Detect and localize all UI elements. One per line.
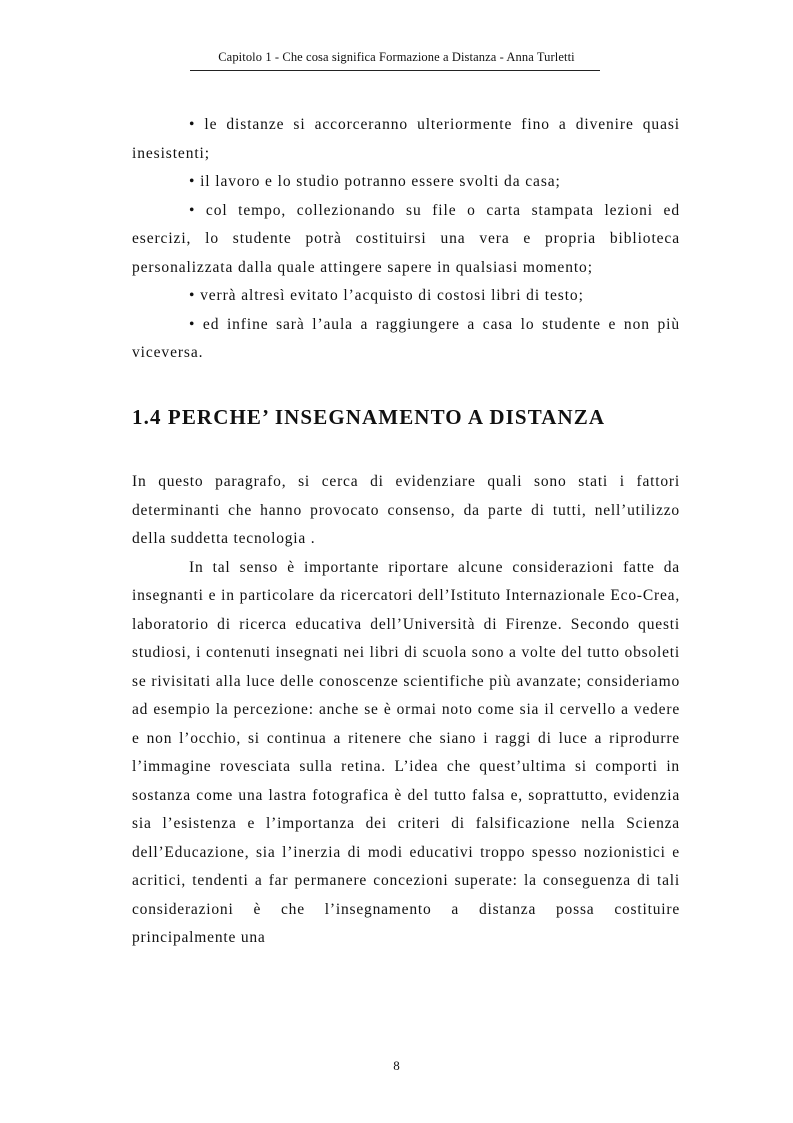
section-body bbox=[132, 468, 680, 953]
page-number: 8 bbox=[393, 1058, 400, 1073]
bullet-item: • verrà altresì evitato l’acquisto di costosi libri di testo; bbox=[189, 287, 584, 304]
bullet-item: • col tempo, collezionando su file o carta stampata lezioni ed esercizi, lo studente potrà costituirsi una vera e propria biblioteca personalizzata dalla quale attingere sapere in qualsiasi momento; bbox=[132, 201, 680, 276]
paragraph: In questo paragrafo, si cerca di evidenziare quali sono stati i fattori determinanti che hanno provocato consenso, da parte di tutti, nell’utilizzo della suddetta tecnologia . bbox=[132, 473, 680, 547]
header-rule bbox=[190, 70, 600, 71]
paragraph: In tal senso è importante riportare alcune considerazioni fatte da insegnanti e in particolare da ricercatori dell’Istituto Internazionale Eco-Crea, laboratorio di ricerca educativa dell’Università di Firenze. Secondo questi studiosi, i contenuti insegnati nei libri di scuola sono a volte del tutto obsoleti se rivisitati alla luce delle conoscenze scientifiche più avanzate; consideriamo ad esempio la percezione: anche se è ormai noto come sia il cervello a vedere e non l’occhio, si continua a ritenere che siano i raggi di luce a riprodurre l’immagine rovesciata sulla retina. L’idea che quest’ultima si comporti in sostanza come una lastra fotografica è del tutto falsa e, soprattutto, evidenzia sia l’esistenza e l’importanza dei criteri di falsificazione nella Scienza dell’Educazione, sia l’inerzia di modi educativi troppo spesso nozionistici e acritici, tendenti a far permanere concezioni superate: la conseguenza di tali considerazioni è che l’insegnamento a distanza possa costituire principalmente una bbox=[132, 558, 680, 946]
running-header: Capitolo 1 - Che cosa significa Formazione a Distanza - Anna Turletti bbox=[218, 50, 575, 64]
bullet-item: • il lavoro e lo studio potranno essere svolti da casa; bbox=[189, 173, 561, 190]
bullet-item: • le distanze si accorceranno ulteriormente fino a divenire quasi inesistenti; bbox=[132, 116, 680, 162]
section-heading: 1.4 PERCHE’ INSEGNAMENTO A DISTANZA bbox=[132, 405, 606, 429]
bullet-list bbox=[132, 111, 680, 368]
bullet-item: • ed infine sarà l’aula a raggiungere a casa lo studente e non più viceversa. bbox=[132, 315, 680, 361]
